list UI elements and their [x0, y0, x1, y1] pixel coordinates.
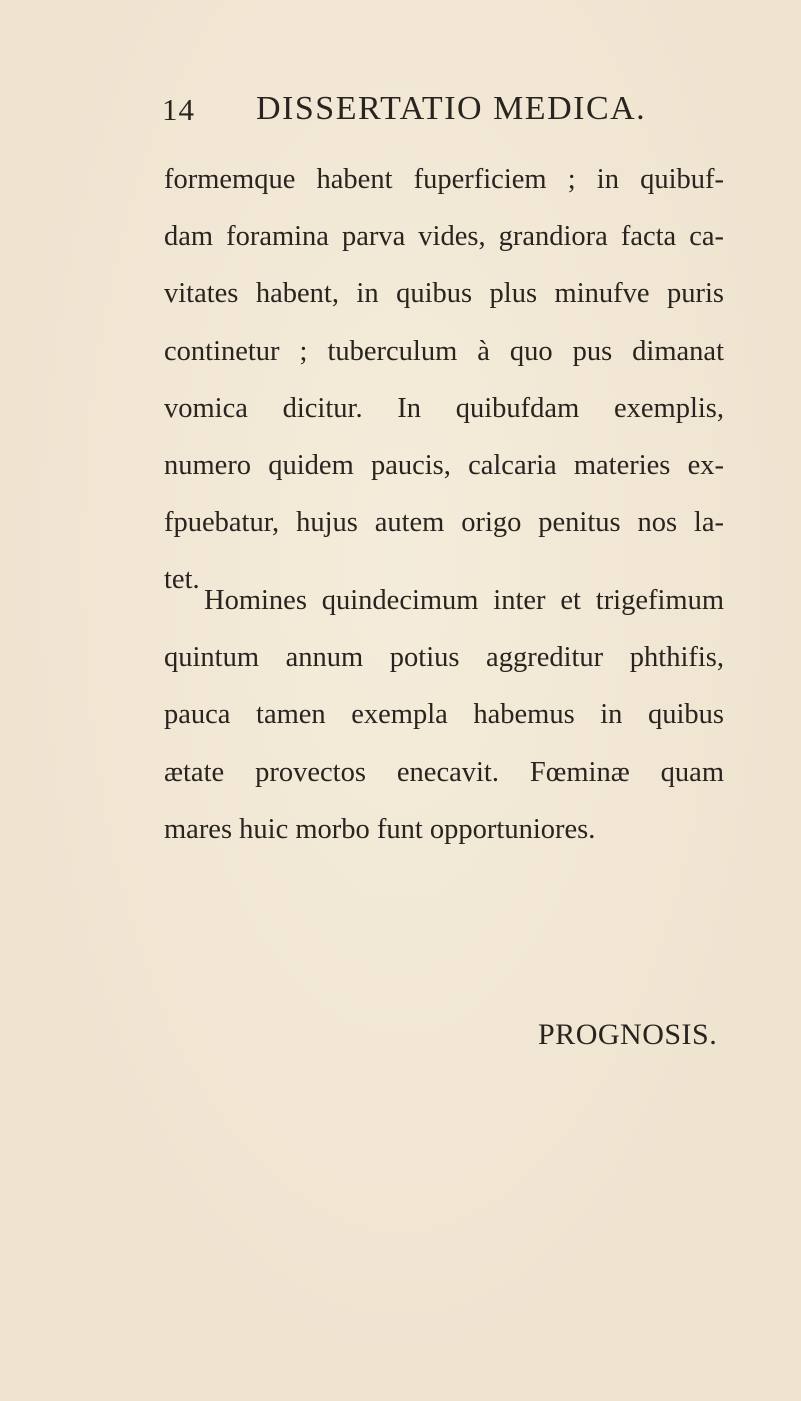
- text-line: formemque habent fuperficiem ; in quibuf-: [164, 164, 724, 195]
- text-line: ætate provectos enecavit. Fœminæ quam: [164, 756, 724, 788]
- text-line: mares huic morbo funt opportuniores.: [164, 813, 596, 845]
- text-line: dam foramina parva vides, grandiora facta ca-: [164, 221, 724, 253]
- running-head: DISSERTATIO MEDICA.: [256, 90, 647, 127]
- section-heading: PROGNOSIS.: [538, 1018, 718, 1051]
- text-line: vitates habent, in quibus plus minufve puris: [164, 278, 724, 310]
- text-line: quintum annum potius aggreditur phthifis,: [164, 642, 724, 674]
- text-line: vomica dicitur. In quibufdam exemplis,: [164, 392, 724, 424]
- text-line: numero quidem paucis, calcaria materies ex-: [164, 449, 724, 481]
- text-line: tet.: [164, 564, 200, 596]
- text-line: pauca tamen exempla habemus in quibus: [164, 699, 724, 731]
- text-line: fpuebatur, hujus autem origo penitus nos la-: [164, 507, 724, 539]
- page-number: 14: [162, 92, 195, 127]
- text-line: continetur ; tuberculum à quo pus dimanat: [164, 335, 724, 367]
- paragraph-1: [164, 151, 724, 609]
- paragraph-2: [164, 572, 724, 858]
- page-header: [0, 88, 801, 138]
- text-line: Homines quindecimum inter et trigefimum: [204, 585, 724, 616]
